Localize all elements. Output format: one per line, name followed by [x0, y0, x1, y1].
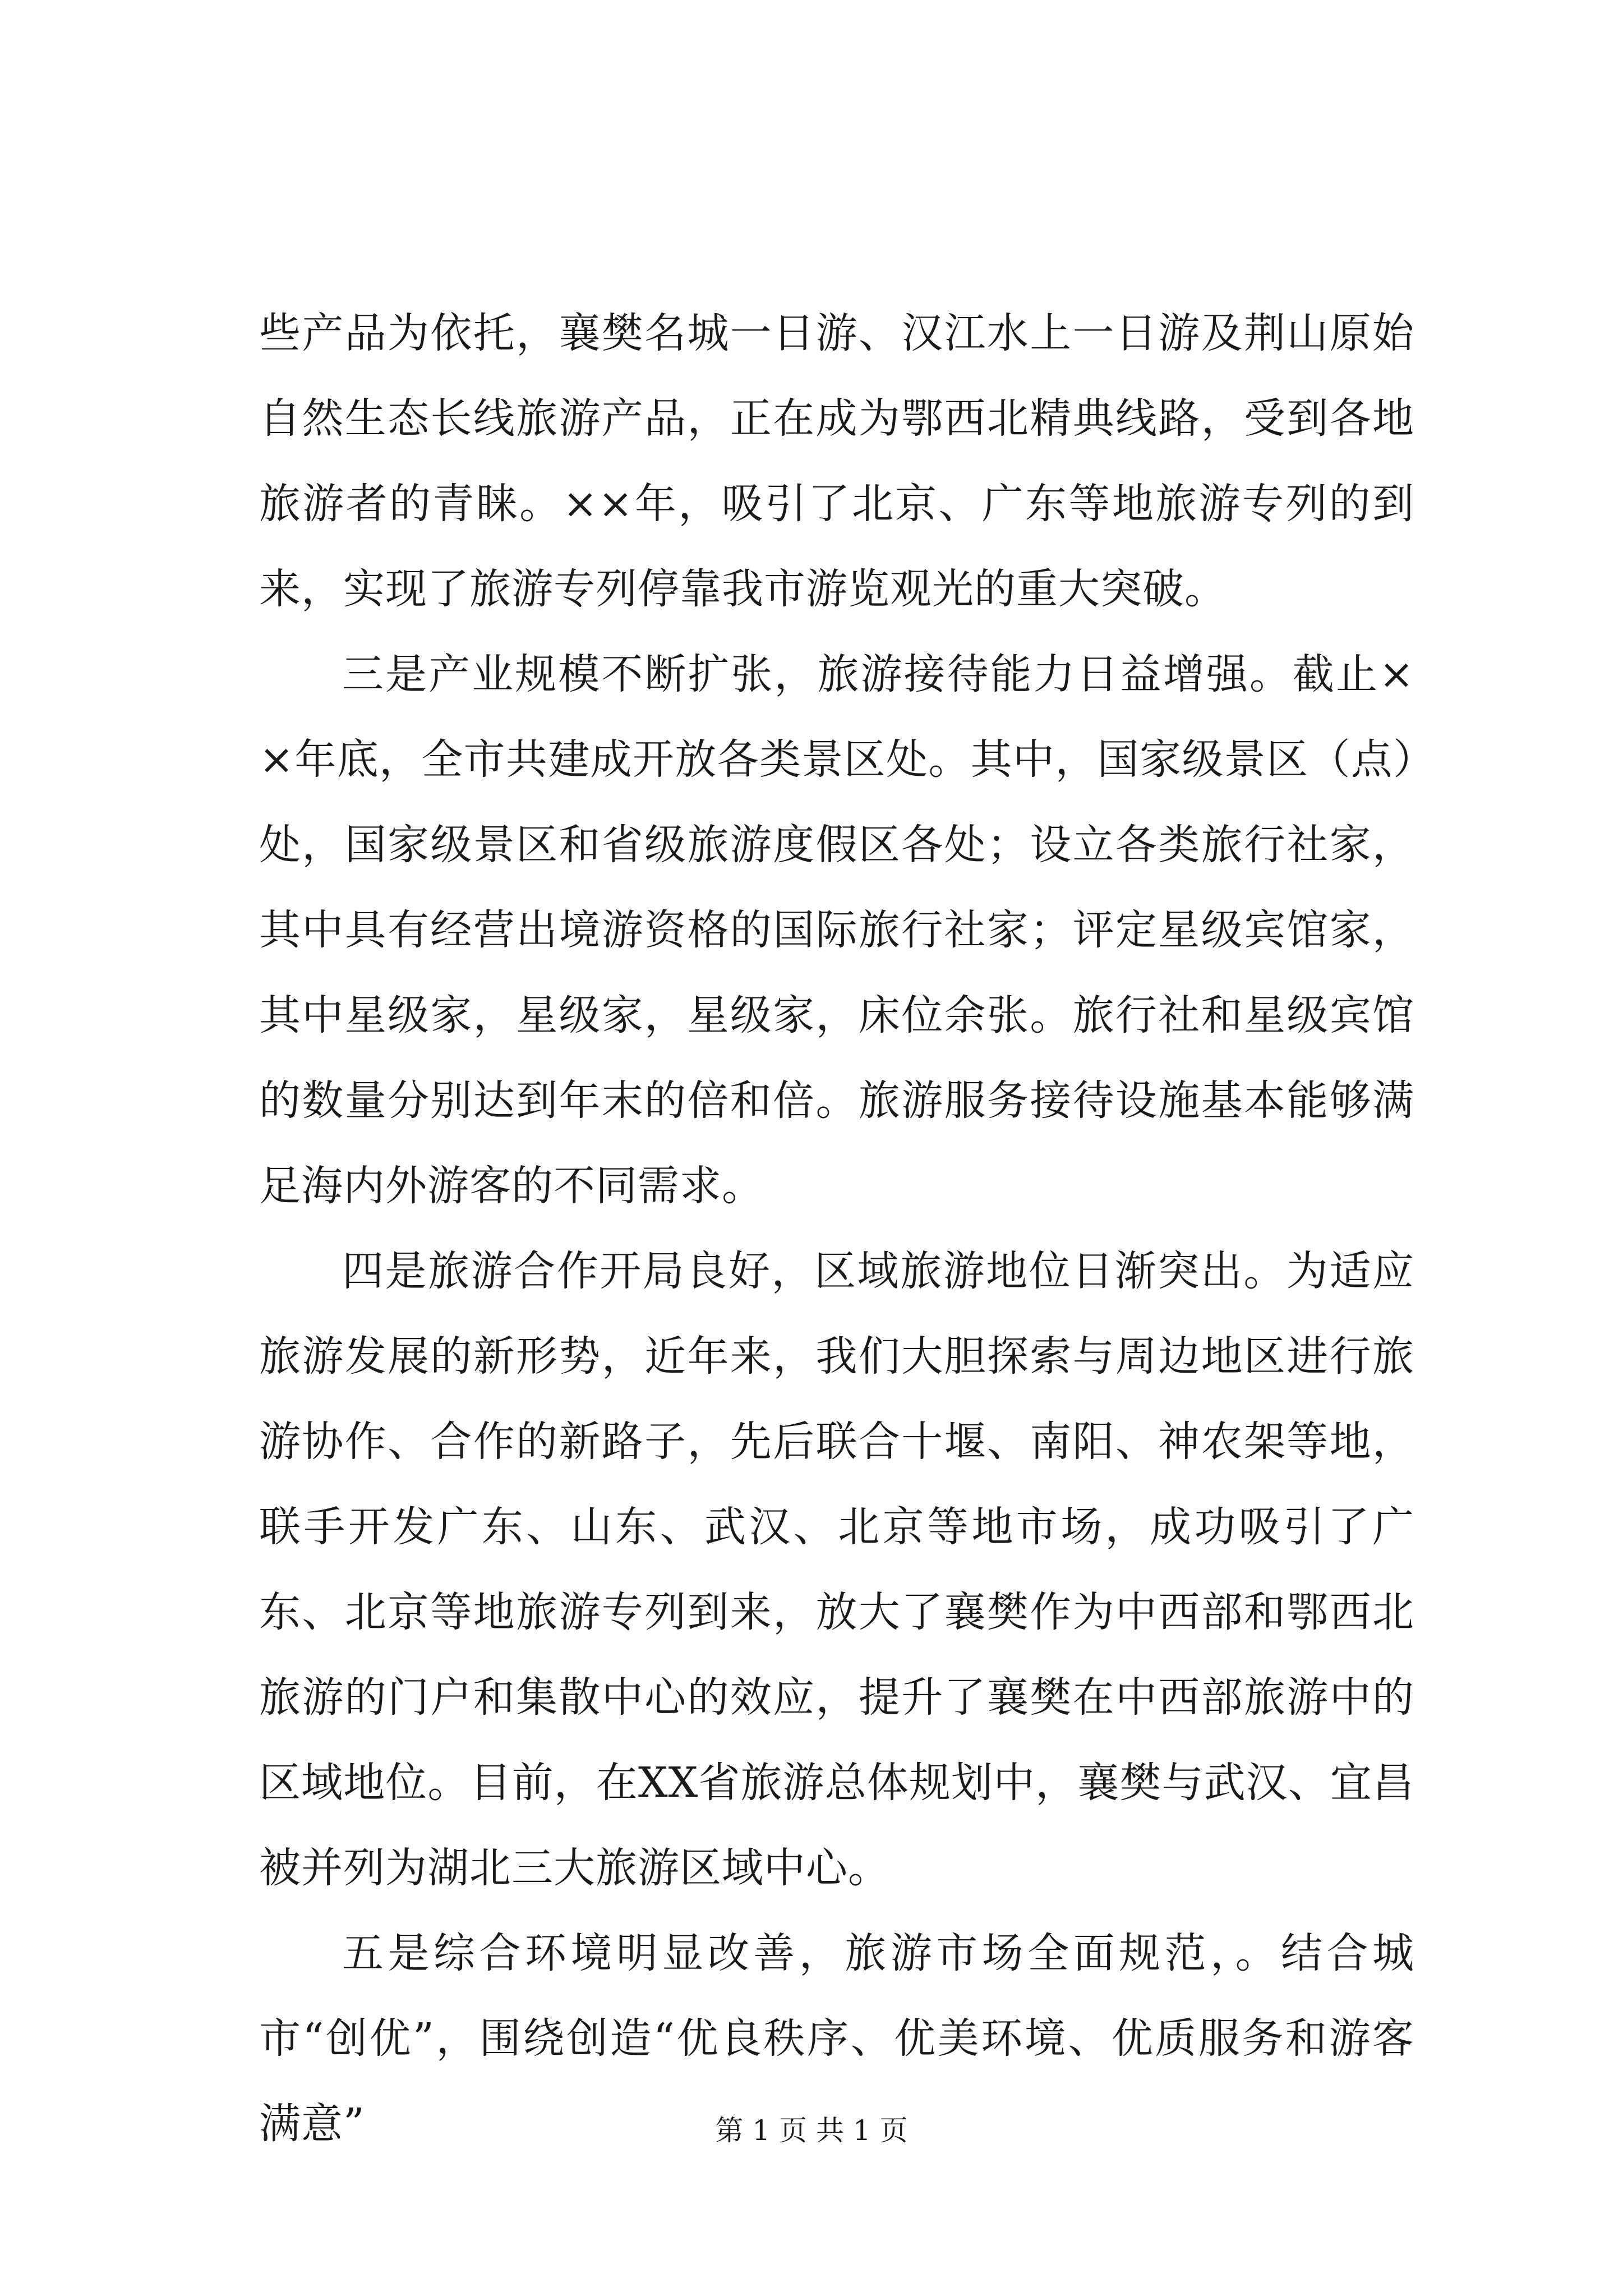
paragraph-2: 三是产业规模不断扩张，旅游接待能力日益增强。截止××年底，全市共建成开放各类景区处。其中，国家级景区（点）处，国家级景区和省级旅游度假区各处；设立各类旅行社家，其中具有经营出境游资格的国际旅行社家；评定星级宾馆家，其中星级家，星级家，星级家，床位余张。旅行社和星级宾馆的数量分别达到年末的倍和倍。旅游服务接待设施基本能够满足海内外游客的不同需求。 [259, 650, 1414, 1210]
paragraph-3: 四是旅游合作开局良好，区域旅游地位日渐突出。为适应旅游发展的新形势，近年来，我们大胆探索与周边地区进行旅游协作、合作的新路子，先后联合十堰、南阳、神农架等地，联手开发广东、山东、武汉、北京等地市场，成功吸引了广东、北京等地旅游专列到来，放大了襄樊作为中西部和鄂西北旅游的门户和集散中心的效应，提升了襄樊在中西部旅游中的区域地位。目前，在XX省旅游总体规划中，襄樊与武汉、宜昌被并列为湖北三大旅游区域中心。 [259, 1247, 1414, 1892]
paragraph-1: 些产品为依托，襄樊名城一日游、汉江水上一日游及荆山原始自然生态长线旅游产品，正在成为鄂西北精典线路，受到各地旅游者的青睐。××年，吸引了北京、广东等地旅游专列的到来，实现了旅游专列停靠我市游览观光的重大突破。 [259, 309, 1414, 613]
page-footer: 第 1 页 共 1 页 [715, 2114, 908, 2147]
document-body [259, 291, 1414, 2166]
paragraph-4: 五是综合环境明显改善，旅游市场全面规范，。结合城市“创优”，围绕创造“优良秩序、优美环境、优质服务和游客满意” [259, 1929, 1414, 2148]
